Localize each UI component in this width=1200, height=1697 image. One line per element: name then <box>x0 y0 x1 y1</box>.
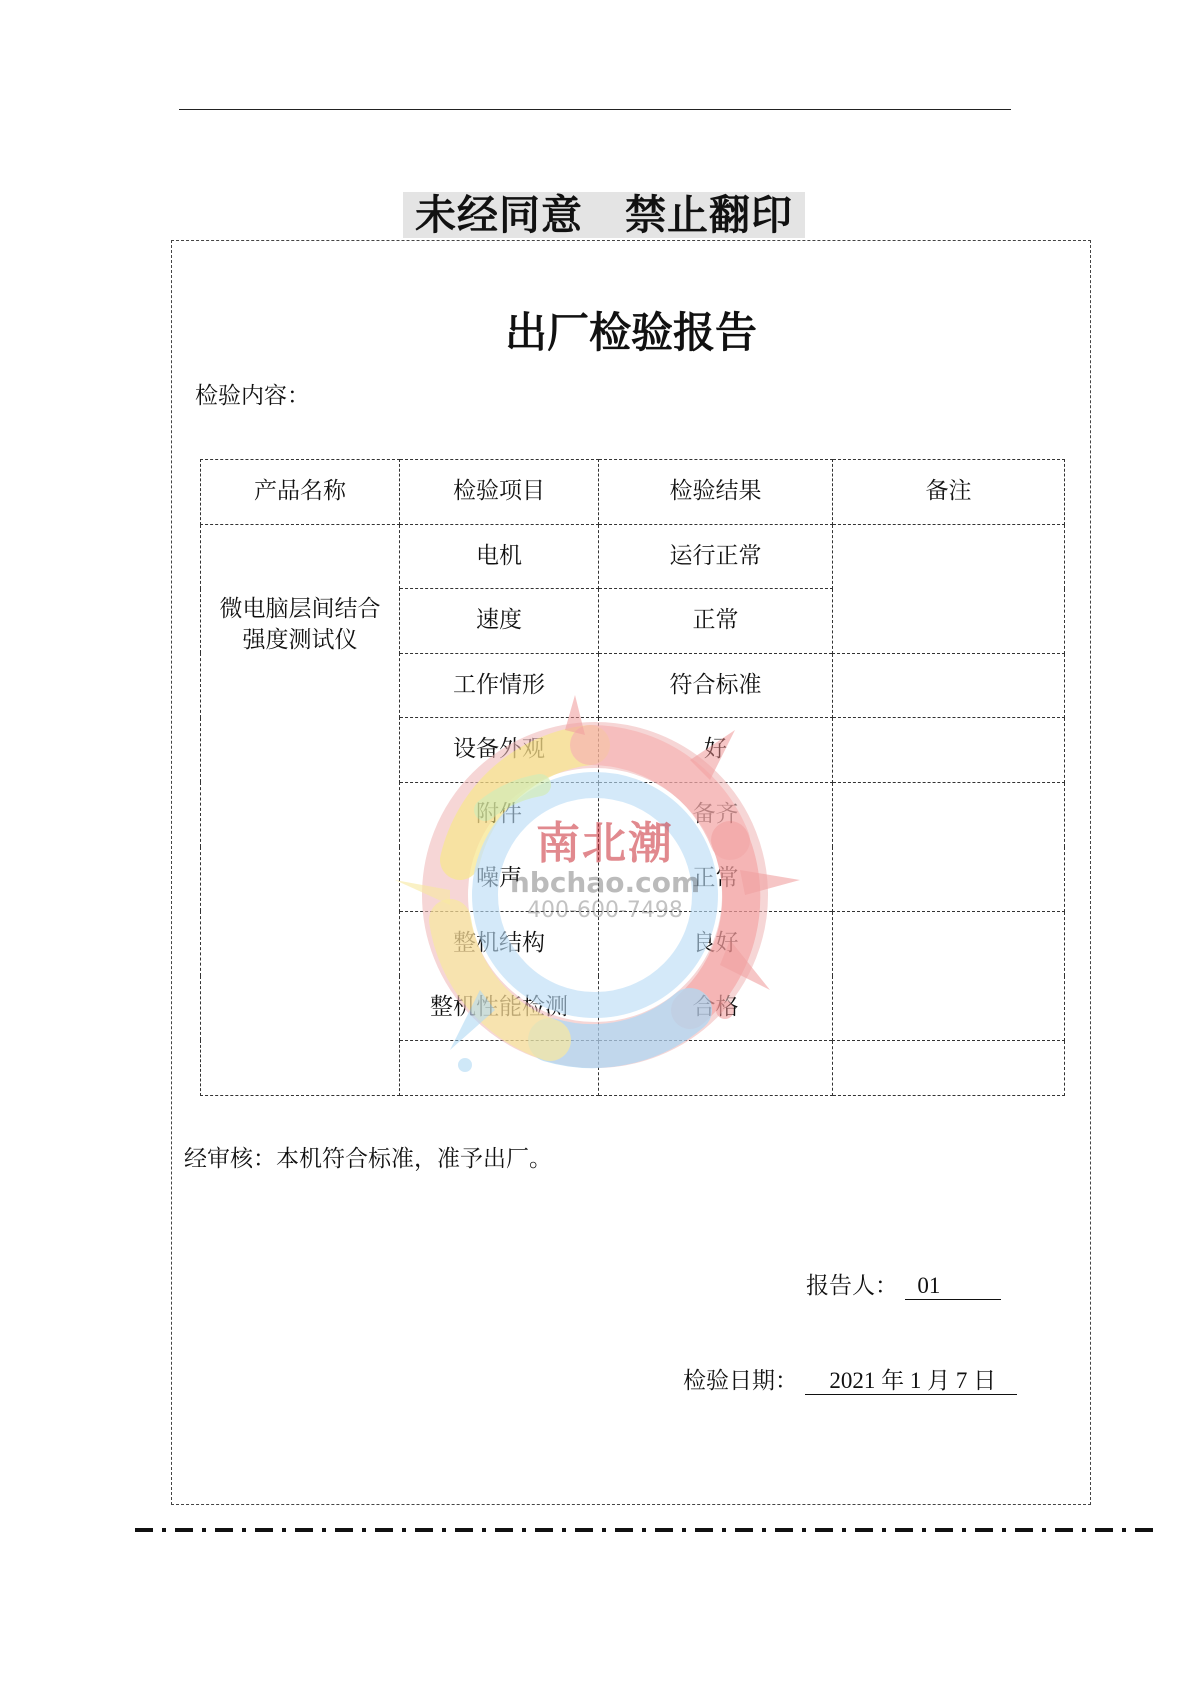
result-cell: 正常 <box>599 847 833 912</box>
reporter-label: 报告人： <box>806 1273 898 1299</box>
inspection-content-label: 检验内容： <box>195 383 310 409</box>
remarks-cell <box>833 524 1065 653</box>
header-rule <box>179 109 1011 110</box>
reporter-value: 01 <box>905 1273 1001 1300</box>
inspection-table <box>200 459 1065 1096</box>
remarks-cell <box>833 718 1065 783</box>
item-cell: 噪声 <box>400 847 599 912</box>
remarks-cell <box>833 782 1065 911</box>
inspection-date-value: 2021 年 1 月 7 日 <box>805 1368 1017 1395</box>
header-remarks: 备注 <box>833 460 1065 525</box>
result-cell: 好 <box>599 718 833 783</box>
item-cell <box>400 1040 599 1095</box>
header-inspection-result: 检验结果 <box>599 460 833 525</box>
item-cell: 工作情形 <box>400 653 599 718</box>
result-cell: 运行正常 <box>599 524 833 589</box>
remarks-cell <box>833 653 1065 718</box>
item-cell: 附件 <box>400 782 599 847</box>
remarks-cell <box>833 911 1065 1040</box>
item-cell: 电机 <box>400 524 599 589</box>
header-product-name: 产品名称 <box>201 460 400 525</box>
footer-dash-dot-rule <box>135 1528 1155 1532</box>
result-cell <box>599 1040 833 1095</box>
copy-prohibited-banner: 未经同意 禁止翻印 <box>403 192 805 238</box>
watermark-brand: 南北潮 <box>536 818 674 869</box>
header-inspection-item: 检验项目 <box>400 460 599 525</box>
watermark-phone: 400-600-7498 <box>527 898 683 923</box>
item-cell: 速度 <box>400 589 599 654</box>
item-cell: 设备外观 <box>400 718 599 783</box>
table-row <box>201 524 1065 589</box>
watermark-domain: nbchao.com <box>509 866 701 899</box>
report-title: 出厂检验报告 <box>504 308 757 357</box>
result-cell: 符合标准 <box>599 653 833 718</box>
inspection-date-line <box>683 1365 1017 1397</box>
review-conclusion: 经审核：本机符合标准，准予出厂。 <box>184 1146 552 1172</box>
result-cell: 备齐 <box>599 782 833 847</box>
reporter-line <box>806 1270 1001 1302</box>
product-name-cell <box>201 524 400 1095</box>
item-cell: 整机性能检测 <box>400 976 599 1041</box>
table-header-row <box>201 460 1065 525</box>
product-name: 微电脑层间结合强度测试仪 <box>219 595 381 653</box>
result-cell: 正常 <box>599 589 833 654</box>
result-cell: 良好 <box>599 911 833 976</box>
remarks-cell <box>833 1040 1065 1095</box>
inspection-date-label: 检验日期： <box>683 1368 798 1394</box>
item-cell: 整机结构 <box>400 911 599 976</box>
result-cell: 合格 <box>599 976 833 1041</box>
